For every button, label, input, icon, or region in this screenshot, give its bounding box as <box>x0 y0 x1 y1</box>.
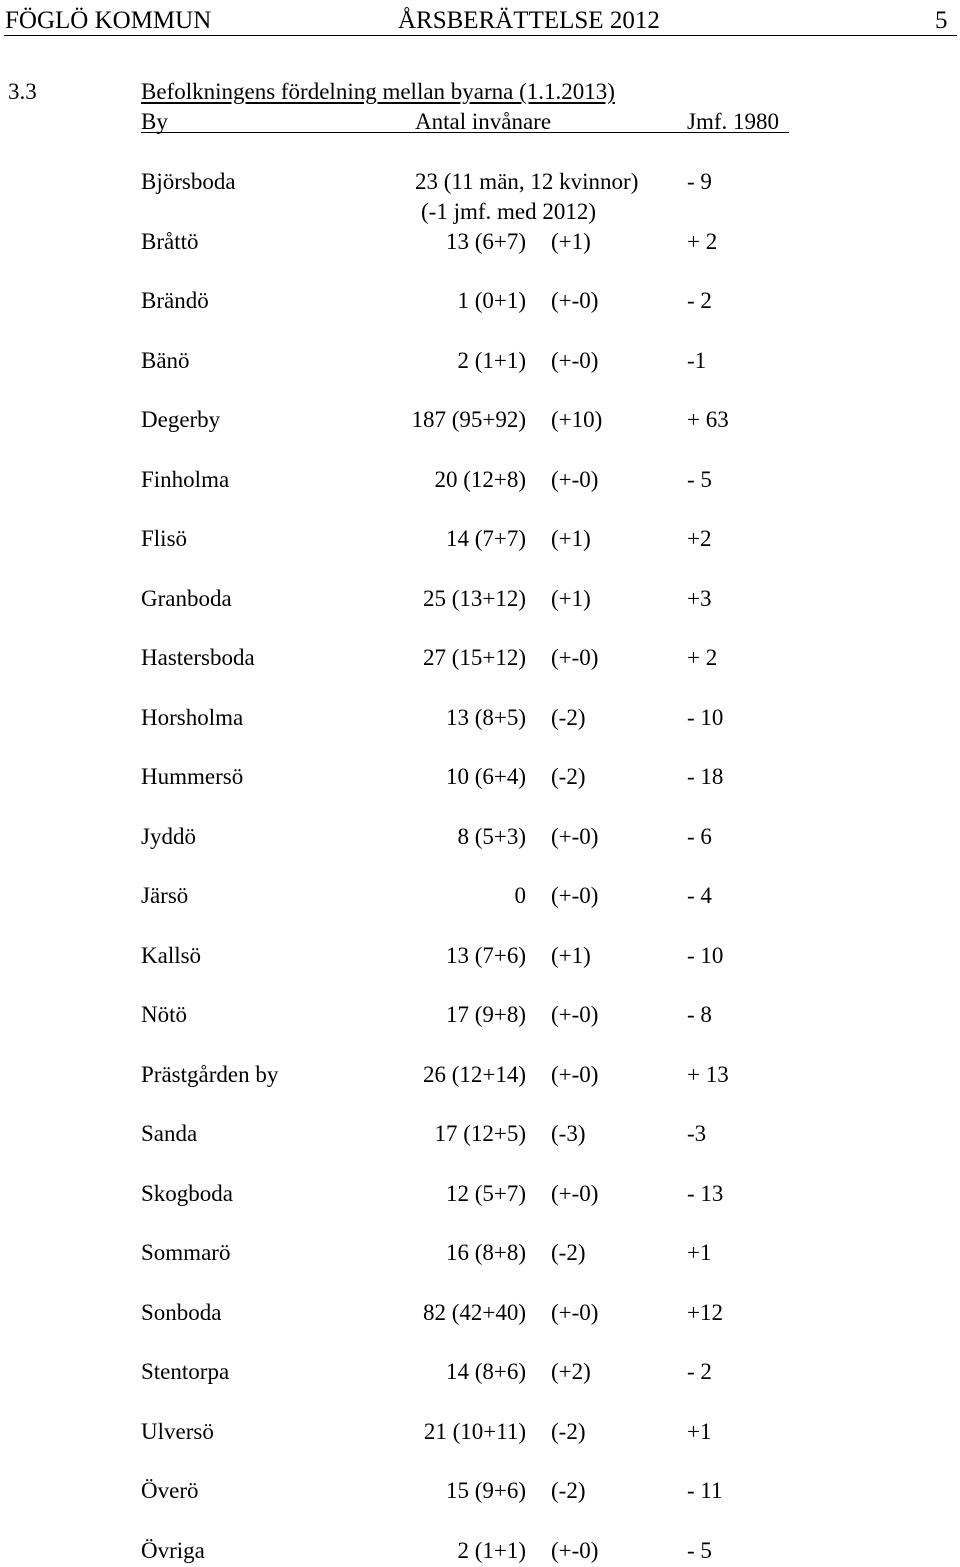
population-count: 25 (13+12) <box>422 585 526 611</box>
change-from-2012: (-2) <box>551 764 586 789</box>
population-count: 1 (0+1) <box>457 288 526 313</box>
comparison-1980: +1 <box>687 1418 712 1444</box>
comparison-1980: - 2 <box>687 1359 712 1384</box>
village-name: Flisö <box>141 526 188 551</box>
table-row <box>0 408 960 436</box>
village-name: Bråttö <box>141 228 199 254</box>
comparison-1980: + 2 <box>687 228 718 254</box>
change-from-2012: (-2) <box>551 1478 586 1503</box>
change-from-2012: (+1) <box>551 942 591 968</box>
table-row <box>0 1003 960 1031</box>
population-note: (-1 jmf. med 2012) <box>421 199 597 224</box>
comparison-1980: - 10 <box>687 942 724 968</box>
column-header-jmf: Jmf. 1980 <box>687 109 779 134</box>
comparison-1980: + 2 <box>687 645 718 670</box>
comparison-1980: - 8 <box>687 1002 712 1027</box>
population-count: 8 (5+3) <box>457 823 526 849</box>
village-name: Sonboda <box>141 1299 222 1325</box>
comparison-1980: - 9 <box>687 169 712 194</box>
table-row <box>0 706 960 734</box>
change-from-2012: (+1) <box>551 228 591 254</box>
village-name: Granboda <box>141 585 232 611</box>
village-name: Överö <box>141 1478 199 1503</box>
table-row <box>0 587 960 615</box>
comparison-1980: - 11 <box>687 1478 723 1503</box>
table-row <box>0 349 960 377</box>
village-name: Brändö <box>141 288 209 313</box>
population-count: 0 <box>514 883 526 908</box>
population-count: 12 (5+7) <box>445 1180 526 1206</box>
population-count: 2 (1+1) <box>457 347 526 373</box>
table-row <box>0 468 960 496</box>
village-name: Skogboda <box>141 1180 233 1206</box>
table-row <box>0 1539 960 1567</box>
comparison-1980: -3 <box>687 1121 707 1146</box>
change-from-2012: (+-0) <box>551 823 599 849</box>
comparison-1980: - 5 <box>687 466 712 492</box>
change-from-2012: (+-0) <box>551 288 599 313</box>
village-name: Jyddö <box>141 823 196 849</box>
change-from-2012: (+-0) <box>551 1299 599 1325</box>
comparison-1980: - 2 <box>687 288 712 313</box>
column-header-by: By <box>141 109 168 134</box>
table-row <box>0 170 960 198</box>
village-name: Prästgården by <box>141 1061 279 1087</box>
table-row <box>0 230 960 258</box>
comparison-1980: - 13 <box>687 1180 724 1206</box>
population-count: 17 (12+5) <box>434 1121 526 1146</box>
header-divider <box>4 35 957 36</box>
comparison-1980: - 5 <box>687 1537 712 1563</box>
table-row <box>0 1182 960 1210</box>
population-count: 26 (12+14) <box>422 1061 526 1087</box>
village-name: Sanda <box>141 1121 198 1146</box>
village-name: Sommarö <box>141 1240 231 1265</box>
change-from-2012: (-2) <box>551 704 586 730</box>
change-from-2012: (+-0) <box>551 1002 599 1027</box>
population-count: 21 (10+11) <box>423 1418 526 1444</box>
population-count: 15 (9+6) <box>445 1478 526 1503</box>
village-name: Björsboda <box>141 169 236 194</box>
table-row <box>0 765 960 793</box>
village-name: Järsö <box>141 883 189 908</box>
table-row <box>0 1241 960 1269</box>
population-count: 82 (42+40) <box>422 1299 526 1325</box>
village-name: Hummersö <box>141 764 244 789</box>
comparison-1980: +12 <box>687 1299 723 1325</box>
comparison-1980: +1 <box>687 1240 712 1265</box>
table-row <box>0 646 960 674</box>
change-from-2012: (+-0) <box>551 466 599 492</box>
table-row <box>0 1301 960 1329</box>
table-row <box>0 825 960 853</box>
table-row <box>0 944 960 972</box>
section-title: Befolkningens fördelning mellan byarna (1.1.2013) <box>141 79 615 104</box>
comparison-1980: - 4 <box>687 883 712 908</box>
change-from-2012: (+1) <box>551 526 591 551</box>
table-row <box>0 289 960 317</box>
comparison-1980: - 18 <box>687 764 724 789</box>
village-name: Ulversö <box>141 1418 214 1444</box>
village-name: Kallsö <box>141 942 202 968</box>
village-name: Bänö <box>141 347 190 373</box>
population-count: 14 (8+6) <box>445 1359 526 1384</box>
comparison-1980: + 63 <box>687 407 729 432</box>
village-name: Stentorpa <box>141 1359 230 1384</box>
change-from-2012: (-2) <box>551 1418 586 1444</box>
change-from-2012: (-3) <box>551 1121 586 1146</box>
header-municipality: FÖGLÖ KOMMUN <box>5 7 212 34</box>
comparison-1980: -1 <box>687 347 707 373</box>
population-count: 14 (7+7) <box>445 526 526 551</box>
comparison-1980: - 6 <box>687 823 712 849</box>
table-row <box>0 527 960 555</box>
table-row <box>0 1420 960 1448</box>
village-name: Övriga <box>141 1537 205 1563</box>
table-row <box>0 1479 960 1507</box>
comparison-1980: + 13 <box>687 1061 729 1087</box>
change-from-2012: (+-0) <box>551 1537 599 1563</box>
change-from-2012: (+10) <box>551 407 603 432</box>
population-count: 16 (8+8) <box>445 1240 526 1265</box>
change-from-2012: (+-0) <box>551 347 599 373</box>
population-count: 10 (6+4) <box>445 764 526 789</box>
table-row <box>0 1360 960 1388</box>
village-name: Horsholma <box>141 704 244 730</box>
population-count: 13 (7+6) <box>445 942 526 968</box>
change-from-2012: (+-0) <box>551 883 599 908</box>
change-from-2012: (+2) <box>551 1359 591 1384</box>
table-row <box>0 1063 960 1091</box>
village-name: Nötö <box>141 1002 187 1027</box>
population-count: 13 (8+5) <box>445 704 526 730</box>
column-header-underline <box>141 132 789 133</box>
column-header-antal: Antal invånare <box>415 109 552 134</box>
table-row <box>0 884 960 912</box>
population-count: 17 (9+8) <box>445 1002 526 1027</box>
page-number: 5 <box>935 7 948 34</box>
population-count: 20 (12+8) <box>434 466 526 492</box>
table-row <box>0 1122 960 1150</box>
change-from-2012: (+-0) <box>551 645 599 670</box>
comparison-1980: +2 <box>687 526 712 551</box>
population-count: 23 (11 män, 12 kvinnor) <box>415 169 639 194</box>
village-name: Degerby <box>141 407 221 432</box>
population-count: 13 (6+7) <box>445 228 526 254</box>
header-report-title: ÅRSBERÄTTELSE 2012 <box>398 7 660 34</box>
comparison-1980: +3 <box>687 585 712 611</box>
change-from-2012: (+-0) <box>551 1180 599 1206</box>
village-name: Finholma <box>141 466 230 492</box>
change-from-2012: (+1) <box>551 585 591 611</box>
comparison-1980: - 10 <box>687 704 724 730</box>
change-from-2012: (-2) <box>551 1240 586 1265</box>
section-number: 3.3 <box>8 79 37 104</box>
change-from-2012: (+-0) <box>551 1061 599 1087</box>
population-count: 2 (1+1) <box>457 1537 526 1563</box>
population-count: 27 (15+12) <box>422 645 526 670</box>
village-name: Hastersboda <box>141 645 255 670</box>
population-count: 187 (95+92) <box>411 407 526 432</box>
